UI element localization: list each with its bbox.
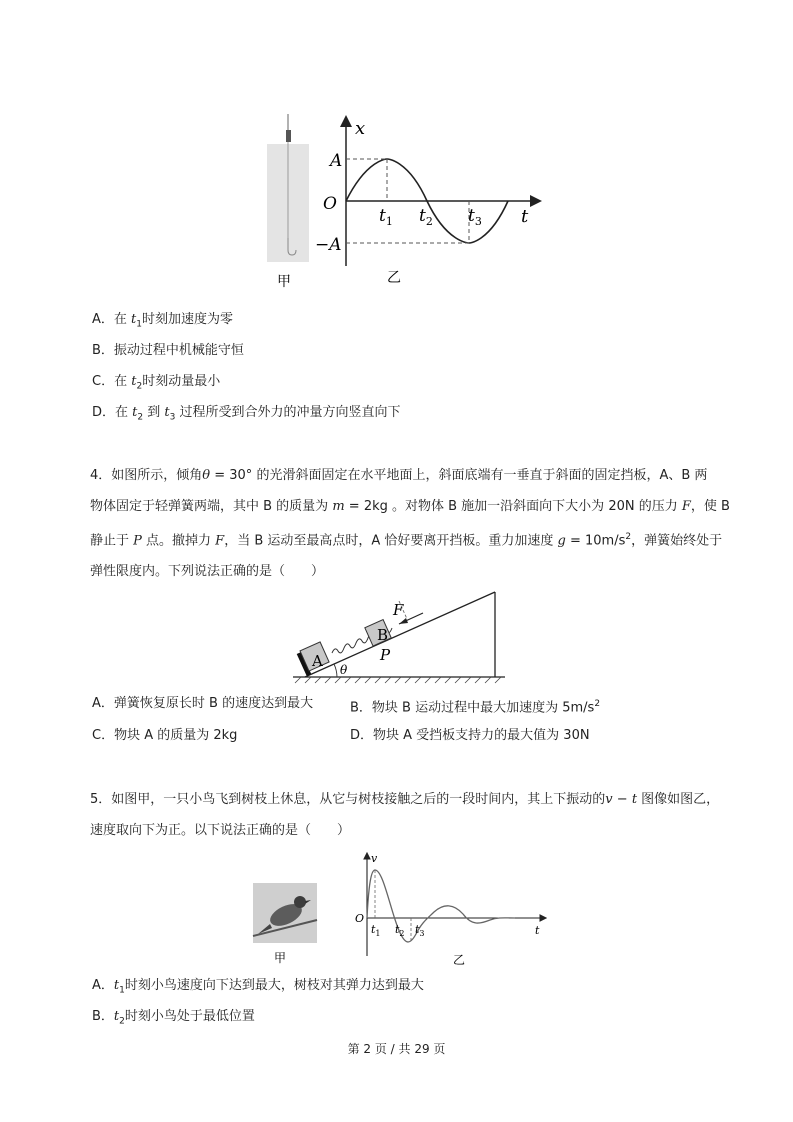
q4-option-c: C．物块 A 的质量为 2kg <box>92 728 238 743</box>
label-axis-t-bird: t <box>535 924 540 937</box>
damped-curve <box>367 870 515 942</box>
label-origin: O <box>323 194 337 214</box>
label-point-p: P <box>380 646 391 664</box>
q4-line-3: 静止于 P 点。撤掉力 F，当 B 运动至最高点时，A 恰好要离开挡板。重力加速度 $g = 10m/s^2$，弹簧始终处于 <box>90 532 723 549</box>
angle-arc <box>334 664 337 677</box>
label-negA: −A <box>315 235 342 255</box>
q3-option-d: D．在 $t_2$ 到 $t_3$ 过程所受到合外力的冲量方向竖直向下 <box>92 405 401 423</box>
label-t2: $t_2$ <box>419 206 433 228</box>
label-origin-bird: O <box>355 912 365 925</box>
label-axis-v: v <box>371 852 378 865</box>
label-yi-bird: 乙 <box>453 953 466 967</box>
figure-bird <box>250 848 550 970</box>
page-footer: 第 2 页 / 共 29 页 <box>347 1042 446 1056</box>
q4-option-b: B．物块 B 运动过程中最大加速度为 $5m/s^2$ <box>350 699 601 716</box>
label-yi: 乙 <box>387 270 401 286</box>
float-body <box>286 130 291 142</box>
label-force-f: F <box>393 601 404 619</box>
q3-option-c: C．在 $t_2$时刻动量最小 <box>92 374 221 392</box>
label-axis-t: t <box>521 206 529 227</box>
q5-option-a: A．$t_1$时刻小鸟速度向下达到最大，树枝对其弹力达到最大 <box>92 978 424 996</box>
q4-line-2: 物体固定于轻弹簧两端，其中 B 的质量为 m = 2kg 。对物体 B 施加一沿斜面向下大小为 20N 的压力 F，使 B <box>90 499 730 514</box>
q4-stem <box>90 460 730 587</box>
label-block-a: A <box>312 652 323 670</box>
figure-bird-svg <box>250 848 550 970</box>
bird-head <box>294 896 306 908</box>
ground-hatching <box>295 677 501 683</box>
label-t3: $t_3$ <box>468 206 482 228</box>
q3-option-a: A．在 $t_1$时刻加速度为零 <box>92 312 234 330</box>
label-t2-bird: $t_2$ <box>395 923 405 938</box>
label-axis-x: x <box>355 118 366 139</box>
q5-line-2: 速度取向下为正。以下说法正确的是（ ） <box>90 823 351 838</box>
label-theta: θ <box>340 663 348 677</box>
q3-option-b: B．振动过程中机械能守恒 <box>92 343 244 358</box>
q4-option-a: A．弹簧恢复原长时 B 的速度达到最大 <box>92 696 314 711</box>
label-jia: 甲 <box>277 274 291 290</box>
label-A: A <box>330 151 343 171</box>
q4-line-1: 4．如图所示，倾角θ = 30° 的光滑斜面固定在水平地面上，斜面底端有一垂直于斜面的固定挡板，A、B 两 <box>90 468 708 483</box>
q5-stem <box>90 784 730 846</box>
label-block-b: B <box>377 626 389 644</box>
q5-option-b: B．$t_2$时刻小鸟处于最低位置 <box>92 1009 255 1027</box>
figure-incline-svg <box>285 585 510 685</box>
label-jia-bird: 甲 <box>274 951 287 965</box>
label-t3-bird: $t_3$ <box>415 923 425 938</box>
label-t1: $t_1$ <box>379 206 393 228</box>
q4-line-4: 弹性限度内。下列说法正确的是（ ） <box>90 564 325 580</box>
figure-oscillation-svg <box>255 110 555 295</box>
label-t1-bird: $t_1$ <box>371 923 381 938</box>
figure-incline <box>285 585 510 685</box>
q4-option-d: D．物块 A 受挡板支持力的最大值为 30N <box>350 728 590 743</box>
figure-oscillation <box>255 110 555 295</box>
q5-line-1: 5．如图甲，一只小鸟飞到树枝上休息，从它与树枝接触之后的一段时间内，其上下振动的v − t 图像如图乙， <box>90 792 720 807</box>
